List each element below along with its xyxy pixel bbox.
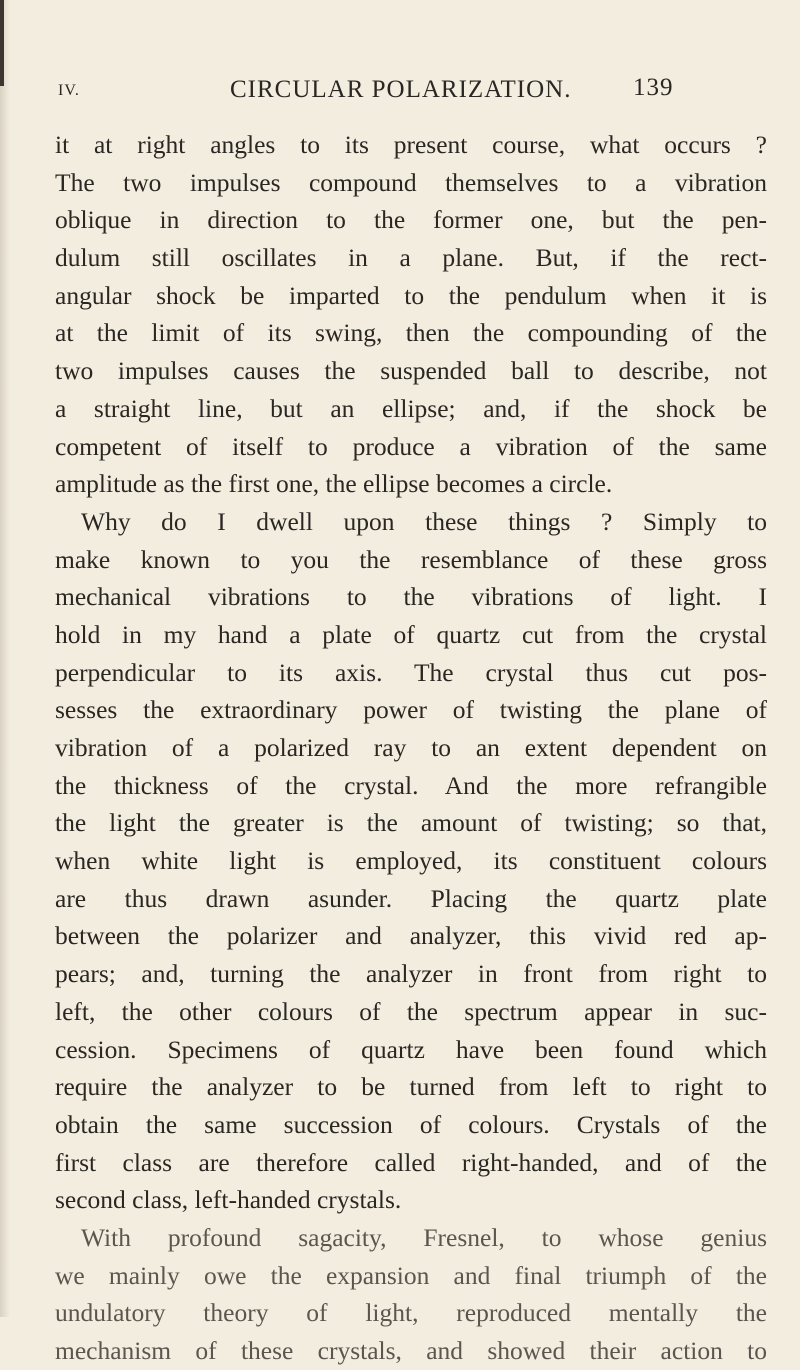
- running-title: CIRCULAR POLARIZATION.: [230, 76, 572, 103]
- text-line: oblique in direction to the former one, but the pen-: [55, 205, 767, 235]
- text-line: cession. Specimens of quartz have been found which: [55, 1034, 767, 1064]
- text-line: it at right angles to its present course, what occurs ?: [55, 130, 767, 159]
- text-line: we mainly owe the expansion and final triumph of the: [55, 1260, 767, 1290]
- text-line: are thus drawn asunder. Placing the quartz plate: [55, 883, 767, 913]
- text-line: the thickness of the crystal. And the more refrangible: [55, 770, 767, 800]
- text-line: undulatory theory of light, reproduced mentally the: [55, 1298, 767, 1328]
- text-line: second class, left-handed crystals.: [55, 1185, 402, 1215]
- text-line: between the polarizer and analyzer, this vivid red ap-: [55, 921, 767, 951]
- text-line: The two impulses compound themselves to a vibration: [55, 167, 767, 197]
- text-line: left, the other colours of the spectrum appear in suc-: [55, 996, 767, 1026]
- text-line: pears; and, turning the analyzer in front from right to: [55, 959, 767, 989]
- text-line: hold in my hand a plate of quartz cut from the crystal: [55, 619, 767, 649]
- text-line: mechanical vibrations to the vibrations of light. I: [55, 582, 767, 612]
- running-head: [0, 70, 800, 110]
- text-line: With profound sagacity, Fresnel, to whose genius: [81, 1222, 767, 1252]
- chapter-number: IV.: [58, 82, 80, 99]
- text-line: first class are therefore called right-handed, and of the: [55, 1147, 767, 1177]
- text-line: amplitude as the first one, the ellipse becomes a circle.: [55, 469, 613, 499]
- text-line: require the analyzer to be turned from left to right to: [55, 1072, 767, 1102]
- text-line: perpendicular to its axis. The crystal thus cut pos-: [55, 657, 767, 687]
- text-line: when white light is employed, its constituent colours: [55, 846, 767, 876]
- body-text: [55, 126, 767, 1370]
- text-line: sesses the extraordinary power of twisting the plane of: [55, 695, 767, 725]
- page-binding-edge: [0, 0, 10, 1317]
- text-line: two impulses causes the suspended ball to describe, not: [55, 356, 767, 386]
- page-number: 139: [633, 74, 674, 101]
- text-line: the light the greater is the amount of twisting; so that,: [55, 808, 767, 838]
- text-line: make known to you the resemblance of these gross: [55, 544, 767, 574]
- text-line: angular shock be imparted to the pendulum when it is: [55, 280, 767, 310]
- text-line: a straight line, but an ellipse; and, if the shock be: [55, 393, 767, 423]
- text-line: competent of itself to produce a vibration of the same: [55, 431, 767, 461]
- text-line: at the limit of its swing, then the compounding of the: [55, 318, 767, 348]
- text-line: dulum still oscillates in a plane. But, if the rect-: [55, 243, 767, 273]
- text-line: Why do I dwell upon these things ? Simply to: [81, 506, 767, 536]
- text-line: vibration of a polarized ray to an extent dependent on: [55, 733, 767, 762]
- text-line: obtain the same succession of colours. Crystals of the: [55, 1109, 767, 1139]
- text-line: mechanism of these crystals, and showed their action to: [55, 1336, 767, 1365]
